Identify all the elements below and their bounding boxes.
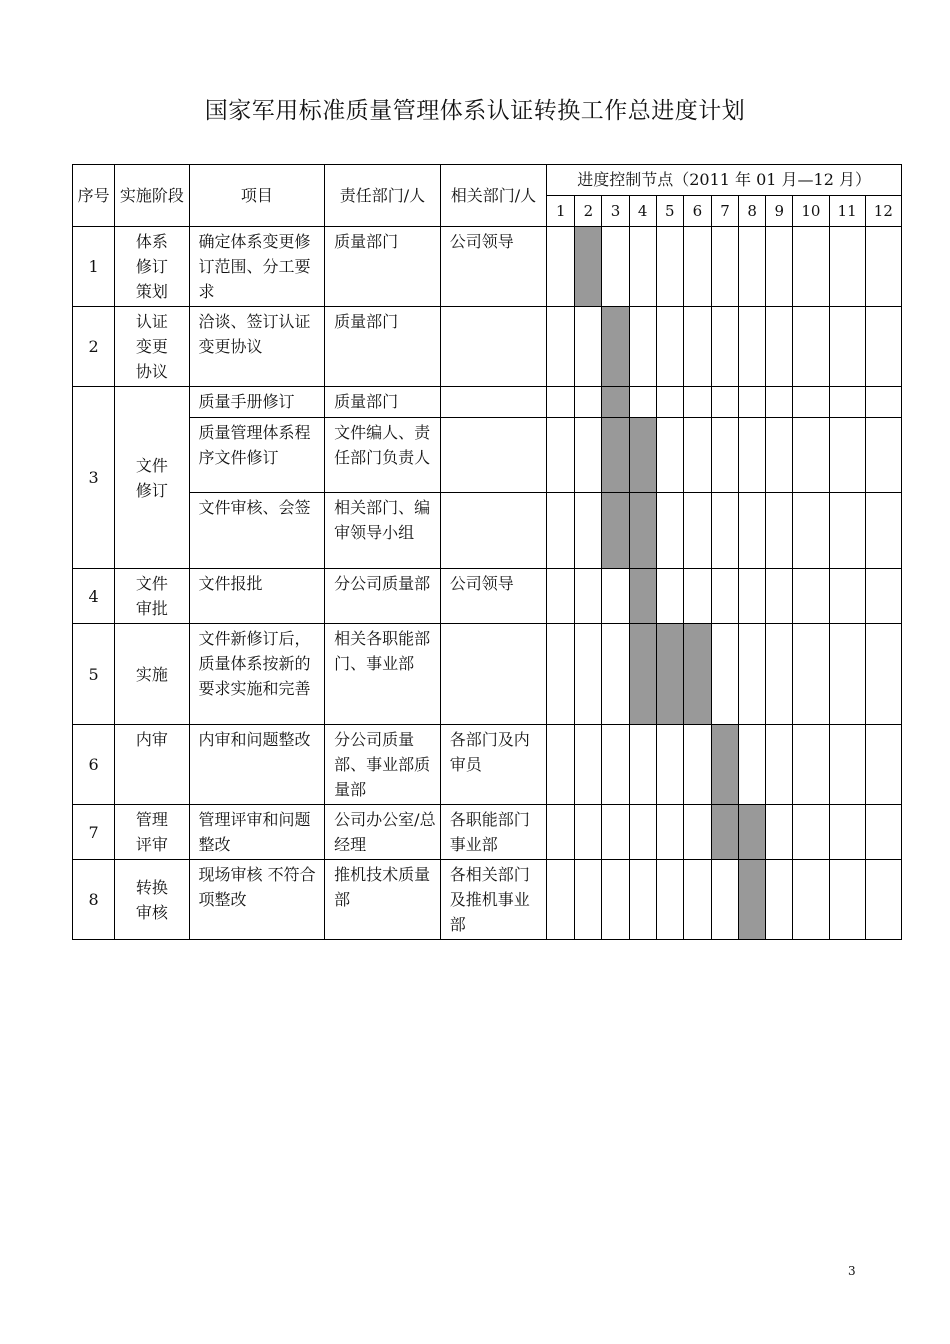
- gantt-cell-month-5: [656, 805, 683, 860]
- seq-cell: 3: [73, 387, 115, 569]
- plan-row: [73, 387, 902, 418]
- rel-cell: [440, 307, 547, 387]
- month-header-8: 8: [739, 196, 766, 227]
- rel-cell: [440, 624, 547, 725]
- page-number: 3: [848, 1264, 856, 1278]
- gantt-cell-month-10: [793, 805, 829, 860]
- rel-cell: 各相关部门及推机事业部: [440, 860, 547, 940]
- gantt-cell-month-9: [766, 624, 793, 725]
- gantt-cell-month-5: [656, 493, 683, 569]
- seq-cell: 1: [73, 227, 115, 307]
- gantt-cell-month-2: [575, 860, 602, 940]
- seq-cell: 8: [73, 860, 115, 940]
- gantt-cell-month-10: [793, 387, 829, 418]
- gantt-cell-month-1: [547, 805, 575, 860]
- gantt-cell-month-5: [656, 307, 683, 387]
- resp-cell: 文件编人、责任部门负责人: [325, 418, 441, 493]
- gantt-cell-month-9: [766, 569, 793, 624]
- resp-cell: 质量部门: [325, 227, 441, 307]
- gantt-cell-month-2: [575, 387, 602, 418]
- gantt-cell-month-3: [602, 624, 629, 725]
- gantt-cell-month-7: [711, 387, 738, 418]
- month-header-7: 7: [711, 196, 738, 227]
- gantt-cell-month-10: [793, 860, 829, 940]
- plan-row: [73, 227, 902, 307]
- plan-row: [73, 860, 902, 940]
- gantt-cell-month-7: [711, 418, 738, 493]
- gantt-cell-month-12: [865, 805, 901, 860]
- gantt-cell-month-6: [683, 805, 711, 860]
- month-header-6: 6: [683, 196, 711, 227]
- progress-plan-table: [72, 164, 902, 940]
- gantt-cell-month-6: [683, 569, 711, 624]
- gantt-cell-month-8: [739, 387, 766, 418]
- gantt-bar-month-4: [629, 569, 656, 624]
- plan-row: [73, 725, 902, 805]
- gantt-bar-month-7: [711, 725, 738, 805]
- item-cell: 质量管理体系程序文件修订: [189, 418, 325, 493]
- gantt-cell-month-8: [739, 307, 766, 387]
- plan-row: [73, 805, 902, 860]
- gantt-cell-month-9: [766, 725, 793, 805]
- item-cell: 文件报批: [189, 569, 325, 624]
- gantt-cell-month-5: [656, 569, 683, 624]
- header-item: 项目: [189, 165, 325, 227]
- gantt-cell-month-1: [547, 493, 575, 569]
- month-header-2: 2: [575, 196, 602, 227]
- item-cell: 文件审核、会签: [189, 493, 325, 569]
- seq-cell: 7: [73, 805, 115, 860]
- month-header-4: 4: [629, 196, 656, 227]
- stage-cell: 认证变更协议: [115, 307, 189, 387]
- stage-cell: 体系修订策划: [115, 227, 189, 307]
- resp-cell: 质量部门: [325, 387, 441, 418]
- gantt-cell-month-11: [829, 387, 865, 418]
- gantt-cell-month-6: [683, 227, 711, 307]
- gantt-cell-month-6: [683, 860, 711, 940]
- gantt-cell-month-9: [766, 418, 793, 493]
- gantt-bar-month-3: [602, 493, 629, 569]
- gantt-cell-month-6: [683, 725, 711, 805]
- gantt-bar-month-3: [602, 418, 629, 493]
- gantt-cell-month-9: [766, 805, 793, 860]
- gantt-cell-month-12: [865, 860, 901, 940]
- gantt-cell-month-8: [739, 624, 766, 725]
- gantt-cell-month-10: [793, 418, 829, 493]
- gantt-cell-month-4: [629, 725, 656, 805]
- stage-cell: 文件修订: [115, 387, 189, 569]
- gantt-cell-month-5: [656, 860, 683, 940]
- resp-cell: 质量部门: [325, 307, 441, 387]
- gantt-cell-month-11: [829, 860, 865, 940]
- gantt-cell-month-12: [865, 387, 901, 418]
- rel-cell: 各部门及内审员: [440, 725, 547, 805]
- header-stage: 实施阶段: [115, 165, 189, 227]
- gantt-cell-month-10: [793, 307, 829, 387]
- gantt-cell-month-7: [711, 307, 738, 387]
- seq-cell: 2: [73, 307, 115, 387]
- gantt-cell-month-11: [829, 418, 865, 493]
- header-resp: 责任部门/人: [325, 165, 441, 227]
- gantt-cell-month-9: [766, 307, 793, 387]
- item-cell: 质量手册修订: [189, 387, 325, 418]
- gantt-bar-month-4: [629, 624, 656, 725]
- gantt-cell-month-4: [629, 307, 656, 387]
- gantt-cell-month-10: [793, 227, 829, 307]
- gantt-cell-month-10: [793, 725, 829, 805]
- gantt-bar-month-3: [602, 387, 629, 418]
- stage-cell: 转换审核: [115, 860, 189, 940]
- gantt-cell-month-6: [683, 387, 711, 418]
- gantt-cell-month-8: [739, 569, 766, 624]
- gantt-cell-month-4: [629, 387, 656, 418]
- gantt-cell-month-1: [547, 725, 575, 805]
- gantt-cell-month-8: [739, 493, 766, 569]
- gantt-cell-month-1: [547, 307, 575, 387]
- gantt-cell-month-6: [683, 418, 711, 493]
- header-progress: 进度控制节点（2011 年 01 月—12 月）: [547, 165, 902, 196]
- gantt-cell-month-2: [575, 493, 602, 569]
- seq-cell: 5: [73, 624, 115, 725]
- month-header-1: 1: [547, 196, 575, 227]
- gantt-cell-month-12: [865, 227, 901, 307]
- gantt-cell-month-10: [793, 624, 829, 725]
- gantt-cell-month-8: [739, 418, 766, 493]
- resp-cell: 分公司质量部: [325, 569, 441, 624]
- gantt-cell-month-2: [575, 569, 602, 624]
- gantt-bar-month-4: [629, 493, 656, 569]
- item-cell: 管理评审和问题整改: [189, 805, 325, 860]
- rel-cell: [440, 493, 547, 569]
- gantt-cell-month-2: [575, 624, 602, 725]
- month-header-12: 12: [865, 196, 901, 227]
- gantt-cell-month-1: [547, 624, 575, 725]
- resp-cell: 相关各职能部门、事业部: [325, 624, 441, 725]
- rel-cell: [440, 418, 547, 493]
- gantt-bar-month-5: [656, 624, 683, 725]
- gantt-bar-month-3: [602, 307, 629, 387]
- gantt-bar-month-6: [683, 624, 711, 725]
- gantt-cell-month-11: [829, 624, 865, 725]
- gantt-cell-month-5: [656, 725, 683, 805]
- plan-row: [73, 624, 902, 725]
- gantt-cell-month-3: [602, 805, 629, 860]
- gantt-cell-month-10: [793, 493, 829, 569]
- gantt-cell-month-11: [829, 569, 865, 624]
- seq-cell: 6: [73, 725, 115, 805]
- plan-row: [73, 418, 902, 493]
- gantt-cell-month-11: [829, 493, 865, 569]
- gantt-cell-month-1: [547, 418, 575, 493]
- gantt-cell-month-5: [656, 418, 683, 493]
- gantt-cell-month-2: [575, 307, 602, 387]
- gantt-cell-month-3: [602, 725, 629, 805]
- gantt-cell-month-6: [683, 493, 711, 569]
- plan-row: [73, 307, 902, 387]
- header-seq: 序号: [73, 165, 115, 227]
- gantt-cell-month-1: [547, 227, 575, 307]
- gantt-bar-month-7: [711, 805, 738, 860]
- gantt-cell-month-12: [865, 493, 901, 569]
- rel-cell: 公司领导: [440, 569, 547, 624]
- gantt-cell-month-2: [575, 805, 602, 860]
- gantt-cell-month-7: [711, 227, 738, 307]
- gantt-cell-month-12: [865, 725, 901, 805]
- stage-cell: 内审: [115, 725, 189, 805]
- gantt-cell-month-12: [865, 307, 901, 387]
- gantt-cell-month-7: [711, 860, 738, 940]
- gantt-cell-month-9: [766, 493, 793, 569]
- page-title: 国家军用标准质量管理体系认证转换工作总进度计划: [204, 98, 746, 124]
- stage-cell: 管理评审: [115, 805, 189, 860]
- header-rel: 相关部门/人: [440, 165, 547, 227]
- item-cell: 文件新修订后，质量体系按新的要求实施和完善: [189, 624, 325, 725]
- resp-cell: 公司办公室/总经理: [325, 805, 441, 860]
- item-cell: 现场审核 不符合项整改: [189, 860, 325, 940]
- gantt-bar-month-4: [629, 418, 656, 493]
- plan-row: [73, 569, 902, 624]
- gantt-cell-month-3: [602, 860, 629, 940]
- gantt-cell-month-1: [547, 569, 575, 624]
- gantt-cell-month-7: [711, 493, 738, 569]
- gantt-cell-month-1: [547, 860, 575, 940]
- month-header-3: 3: [602, 196, 629, 227]
- gantt-cell-month-9: [766, 227, 793, 307]
- month-header-10: 10: [793, 196, 829, 227]
- seq-cell: 4: [73, 569, 115, 624]
- gantt-cell-month-11: [829, 725, 865, 805]
- item-cell: 洽谈、签订认证变更协议: [189, 307, 325, 387]
- gantt-cell-month-7: [711, 569, 738, 624]
- rel-cell: 各职能部门事业部: [440, 805, 547, 860]
- gantt-cell-month-12: [865, 624, 901, 725]
- gantt-cell-month-9: [766, 387, 793, 418]
- rel-cell: 公司领导: [440, 227, 547, 307]
- gantt-cell-month-5: [656, 227, 683, 307]
- gantt-cell-month-8: [739, 227, 766, 307]
- gantt-cell-month-12: [865, 418, 901, 493]
- item-cell: 内审和问题整改: [189, 725, 325, 805]
- stage-cell: 文件审批: [115, 569, 189, 624]
- gantt-cell-month-6: [683, 307, 711, 387]
- gantt-cell-month-7: [711, 624, 738, 725]
- gantt-bar-month-8: [739, 805, 766, 860]
- plan-row: [73, 493, 902, 569]
- stage-cell: 实施: [115, 624, 189, 725]
- gantt-cell-month-8: [739, 725, 766, 805]
- gantt-cell-month-2: [575, 725, 602, 805]
- gantt-cell-month-3: [602, 227, 629, 307]
- gantt-bar-month-8: [739, 860, 766, 940]
- gantt-cell-month-11: [829, 307, 865, 387]
- gantt-cell-month-3: [602, 569, 629, 624]
- gantt-cell-month-11: [829, 805, 865, 860]
- item-cell: 确定体系变更修订范围、分工要求: [189, 227, 325, 307]
- month-header-11: 11: [829, 196, 865, 227]
- resp-cell: 推机技术质量部: [325, 860, 441, 940]
- gantt-cell-month-4: [629, 860, 656, 940]
- rel-cell: [440, 387, 547, 418]
- resp-cell: 相关部门、编审领导小组: [325, 493, 441, 569]
- gantt-cell-month-10: [793, 569, 829, 624]
- month-header-5: 5: [656, 196, 683, 227]
- gantt-cell-month-4: [629, 227, 656, 307]
- gantt-bar-month-2: [575, 227, 602, 307]
- gantt-cell-month-2: [575, 418, 602, 493]
- resp-cell: 分公司质量部、事业部质量部: [325, 725, 441, 805]
- gantt-cell-month-9: [766, 860, 793, 940]
- gantt-cell-month-1: [547, 387, 575, 418]
- gantt-cell-month-4: [629, 805, 656, 860]
- gantt-cell-month-11: [829, 227, 865, 307]
- month-header-9: 9: [766, 196, 793, 227]
- gantt-cell-month-5: [656, 387, 683, 418]
- gantt-cell-month-12: [865, 569, 901, 624]
